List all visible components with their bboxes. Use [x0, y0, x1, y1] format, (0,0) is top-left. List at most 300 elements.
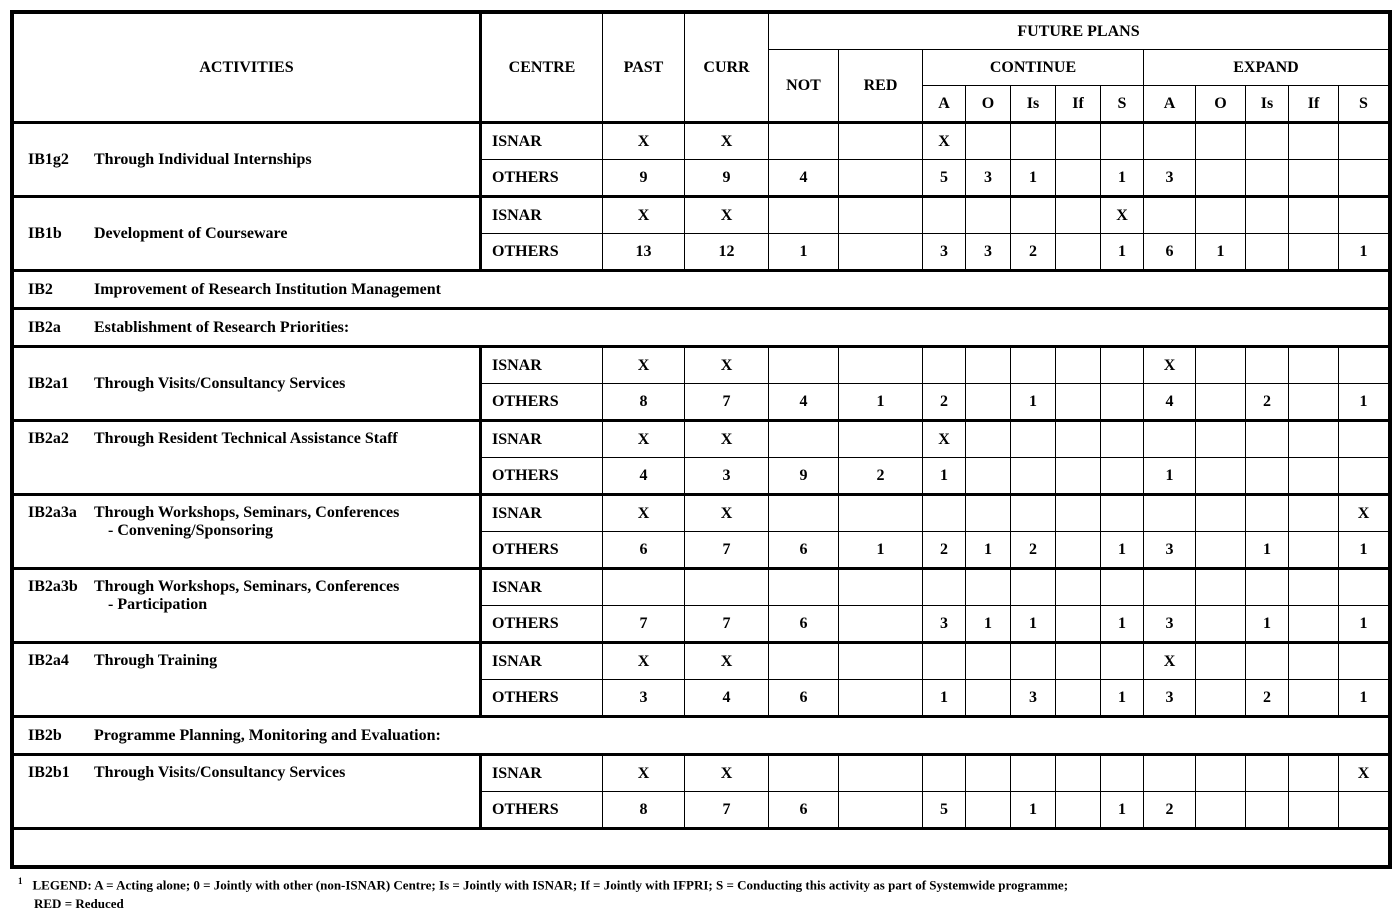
table-row — [14, 123, 1389, 160]
centre-others: OTHERS — [481, 792, 603, 829]
value-cell: X — [685, 495, 769, 532]
value-cell — [1011, 495, 1056, 532]
value-cell — [1144, 495, 1196, 532]
centre-isnar: ISNAR — [481, 643, 603, 680]
value-cell: 1 — [1011, 792, 1056, 829]
value-cell: 5 — [923, 792, 966, 829]
value-cell — [839, 680, 923, 717]
activities-table-frame — [10, 10, 1392, 869]
value-cell: 7 — [603, 606, 685, 643]
value-cell: 1 — [1011, 384, 1056, 421]
value-cell: 3 — [923, 606, 966, 643]
value-cell — [839, 347, 923, 384]
value-cell — [966, 421, 1011, 458]
value-cell — [1011, 569, 1056, 606]
value-cell — [1289, 532, 1339, 569]
value-cell: 1 — [1196, 234, 1246, 271]
table-row — [14, 197, 1389, 234]
activity-cell — [14, 495, 481, 569]
value-cell — [1011, 197, 1056, 234]
activity-cell — [14, 197, 481, 271]
centre-others: OTHERS — [481, 458, 603, 495]
value-cell — [1196, 532, 1246, 569]
centre-others: OTHERS — [481, 160, 603, 197]
value-cell: 2 — [923, 384, 966, 421]
value-cell — [839, 569, 923, 606]
value-cell: X — [923, 123, 966, 160]
value-cell — [1056, 234, 1101, 271]
centre-isnar: ISNAR — [481, 569, 603, 606]
value-cell: 1 — [1101, 160, 1144, 197]
activity-code: IB2b1 — [28, 764, 70, 781]
centre-isnar: ISNAR — [481, 123, 603, 160]
activity-title: Through Resident Technical Assistance Staff — [94, 430, 398, 447]
header-past: PAST — [603, 14, 685, 123]
centre-others: OTHERS — [481, 680, 603, 717]
value-cell — [1246, 569, 1289, 606]
value-cell — [1011, 643, 1056, 680]
activity-title: Through Workshops, Seminars, Conferences — [94, 578, 400, 595]
header-continue-a: A — [923, 86, 966, 123]
section-cell — [14, 717, 1389, 755]
value-cell: X — [685, 123, 769, 160]
value-cell: 1 — [1339, 606, 1389, 643]
value-cell — [1196, 384, 1246, 421]
value-cell: 3 — [1144, 680, 1196, 717]
centre-others: OTHERS — [481, 384, 603, 421]
value-cell — [1339, 569, 1389, 606]
value-cell — [769, 123, 839, 160]
value-cell — [1289, 384, 1339, 421]
value-cell: X — [1339, 755, 1389, 792]
value-cell — [966, 495, 1011, 532]
value-cell: 4 — [1144, 384, 1196, 421]
value-cell — [769, 569, 839, 606]
activity-subtitle: - Convening/Sponsoring — [108, 522, 273, 539]
value-cell: 2 — [1011, 234, 1056, 271]
value-cell — [1101, 569, 1144, 606]
activity-title: Through Visits/Consultancy Services — [94, 374, 346, 392]
table-header — [14, 14, 1389, 123]
value-cell: 3 — [603, 680, 685, 717]
activity-cell — [14, 569, 481, 643]
value-cell: 1 — [839, 532, 923, 569]
value-cell — [1101, 347, 1144, 384]
value-cell — [966, 755, 1011, 792]
value-cell — [839, 792, 923, 829]
value-cell — [1289, 347, 1339, 384]
value-cell — [923, 495, 966, 532]
value-cell — [1011, 421, 1056, 458]
value-cell — [1246, 234, 1289, 271]
value-cell: X — [1144, 643, 1196, 680]
value-cell: 1 — [839, 384, 923, 421]
activity-cell — [14, 421, 481, 495]
value-cell: 1 — [1011, 160, 1056, 197]
empty-cell — [14, 829, 1389, 866]
value-cell: 3 — [685, 458, 769, 495]
value-cell — [966, 197, 1011, 234]
value-cell: 6 — [769, 606, 839, 643]
section-cell — [14, 271, 1389, 309]
value-cell — [966, 384, 1011, 421]
activity-subtitle: - Participation — [108, 596, 208, 613]
value-cell — [769, 197, 839, 234]
legend — [18, 872, 1068, 913]
value-cell — [966, 643, 1011, 680]
header-centre: CENTRE — [481, 14, 603, 123]
value-cell — [1011, 123, 1056, 160]
value-cell — [1101, 495, 1144, 532]
value-cell: 12 — [685, 234, 769, 271]
value-cell — [1056, 792, 1101, 829]
value-cell — [1339, 347, 1389, 384]
section-cell — [14, 309, 1389, 347]
value-cell — [1056, 569, 1101, 606]
header-expand-s: S — [1339, 86, 1389, 123]
value-cell — [1196, 606, 1246, 643]
value-cell: 4 — [685, 680, 769, 717]
value-cell — [1196, 755, 1246, 792]
value-cell: X — [685, 347, 769, 384]
value-cell — [923, 755, 966, 792]
value-cell: 9 — [769, 458, 839, 495]
value-cell: 6 — [769, 792, 839, 829]
activity-title: Improvement of Research Institution Management — [94, 280, 441, 298]
table-row — [14, 755, 1389, 792]
value-cell — [1196, 347, 1246, 384]
header-curr: CURR — [685, 14, 769, 123]
table-row — [14, 347, 1389, 384]
value-cell — [923, 569, 966, 606]
table-row — [14, 569, 1389, 606]
section-row — [14, 309, 1389, 347]
activity-code: IB2a2 — [28, 430, 69, 447]
value-cell — [1339, 197, 1389, 234]
value-cell: X — [1144, 347, 1196, 384]
value-cell — [1289, 643, 1339, 680]
value-cell: 6 — [769, 532, 839, 569]
value-cell — [1289, 755, 1339, 792]
value-cell — [1246, 160, 1289, 197]
value-cell — [1246, 495, 1289, 532]
value-cell — [839, 421, 923, 458]
activity-code: IB2a1 — [28, 374, 69, 392]
value-cell — [1144, 569, 1196, 606]
table-row — [14, 643, 1389, 680]
value-cell — [1144, 197, 1196, 234]
centre-isnar: ISNAR — [481, 495, 603, 532]
value-cell: X — [603, 123, 685, 160]
table-body — [14, 123, 1389, 866]
value-cell — [1196, 123, 1246, 160]
value-cell: 1 — [1144, 458, 1196, 495]
value-cell — [1196, 160, 1246, 197]
header-expand-is: Is — [1246, 86, 1289, 123]
value-cell — [1056, 532, 1101, 569]
value-cell — [966, 680, 1011, 717]
activity-cell — [14, 347, 481, 421]
activity-code: IB2a3b — [28, 578, 78, 595]
value-cell: 3 — [923, 234, 966, 271]
value-cell — [839, 197, 923, 234]
table-row — [14, 421, 1389, 458]
section-row — [14, 271, 1389, 309]
value-cell — [1289, 160, 1339, 197]
value-cell: 1 — [966, 606, 1011, 643]
centre-others: OTHERS — [481, 606, 603, 643]
value-cell — [1289, 197, 1339, 234]
value-cell: 1 — [1246, 532, 1289, 569]
value-cell — [769, 495, 839, 532]
value-cell: 9 — [603, 160, 685, 197]
value-cell: X — [685, 755, 769, 792]
value-cell — [923, 347, 966, 384]
value-cell: 1 — [1246, 606, 1289, 643]
value-cell: 6 — [769, 680, 839, 717]
legend-line-1: LEGEND: A = Acting alone; 0 = Jointly with other (non-ISNAR) Centre; Is = Jointly with ISNAR; If = Jointly with IFPRI; S = Conducting this activity as part of Systemwide programme; — [32, 877, 1069, 893]
value-cell — [1246, 643, 1289, 680]
value-cell — [1056, 347, 1101, 384]
value-cell — [1196, 680, 1246, 717]
table-row — [14, 495, 1389, 532]
value-cell — [603, 569, 685, 606]
value-cell — [966, 569, 1011, 606]
value-cell — [1056, 495, 1101, 532]
value-cell: 2 — [1246, 384, 1289, 421]
value-cell: 1 — [1011, 606, 1056, 643]
header-continue-s: S — [1101, 86, 1144, 123]
footnote-mark: 1 — [18, 876, 23, 886]
value-cell — [1196, 197, 1246, 234]
value-cell — [1246, 123, 1289, 160]
value-cell: 1 — [923, 458, 966, 495]
centre-isnar: ISNAR — [481, 197, 603, 234]
value-cell — [1289, 495, 1339, 532]
value-cell — [1196, 792, 1246, 829]
value-cell — [1246, 458, 1289, 495]
value-cell: X — [603, 347, 685, 384]
value-cell — [1289, 458, 1339, 495]
value-cell — [769, 347, 839, 384]
value-cell: X — [1101, 197, 1144, 234]
header-red: RED — [839, 50, 923, 123]
value-cell: X — [923, 421, 966, 458]
value-cell — [1056, 197, 1101, 234]
activity-title: Through Visits/Consultancy Services — [94, 764, 346, 781]
value-cell: 9 — [685, 160, 769, 197]
value-cell — [769, 643, 839, 680]
value-cell — [1144, 421, 1196, 458]
value-cell — [1339, 160, 1389, 197]
activity-code: IB2a — [28, 318, 61, 336]
value-cell — [839, 643, 923, 680]
value-cell: X — [1339, 495, 1389, 532]
value-cell: X — [603, 197, 685, 234]
value-cell — [1056, 421, 1101, 458]
value-cell — [1144, 123, 1196, 160]
value-cell — [839, 495, 923, 532]
value-cell — [839, 160, 923, 197]
value-cell — [1339, 792, 1389, 829]
value-cell — [1246, 197, 1289, 234]
value-cell — [966, 123, 1011, 160]
value-cell — [923, 197, 966, 234]
value-cell — [1056, 606, 1101, 643]
value-cell — [1101, 384, 1144, 421]
value-cell — [839, 606, 923, 643]
value-cell: 1 — [1339, 234, 1389, 271]
activity-code: IB1b — [28, 224, 62, 242]
value-cell: 7 — [685, 792, 769, 829]
value-cell: 1 — [1339, 532, 1389, 569]
value-cell — [1011, 755, 1056, 792]
header-continue: CONTINUE — [923, 50, 1144, 86]
value-cell — [1339, 123, 1389, 160]
value-cell — [839, 234, 923, 271]
empty-row — [14, 829, 1389, 866]
value-cell: 7 — [685, 384, 769, 421]
value-cell: 8 — [603, 384, 685, 421]
value-cell — [1056, 384, 1101, 421]
value-cell — [1101, 421, 1144, 458]
header-expand-if: If — [1289, 86, 1339, 123]
value-cell — [839, 123, 923, 160]
value-cell — [769, 755, 839, 792]
value-cell: 2 — [923, 532, 966, 569]
activities-table — [13, 13, 1389, 866]
value-cell — [1196, 643, 1246, 680]
header-continue-if: If — [1056, 86, 1101, 123]
value-cell: 3 — [966, 234, 1011, 271]
header-activities: ACTIVITIES — [14, 14, 481, 123]
value-cell — [1196, 569, 1246, 606]
value-cell: 1 — [1101, 532, 1144, 569]
value-cell: 6 — [1144, 234, 1196, 271]
value-cell — [839, 755, 923, 792]
value-cell — [1339, 458, 1389, 495]
value-cell: 4 — [769, 384, 839, 421]
value-cell — [1289, 123, 1339, 160]
value-cell: 1 — [1339, 384, 1389, 421]
centre-others: OTHERS — [481, 532, 603, 569]
section-row — [14, 717, 1389, 755]
value-cell — [1196, 421, 1246, 458]
value-cell — [1056, 458, 1101, 495]
value-cell: 2 — [1011, 532, 1056, 569]
value-cell: 5 — [923, 160, 966, 197]
value-cell — [1196, 495, 1246, 532]
value-cell — [1101, 643, 1144, 680]
value-cell: 2 — [1246, 680, 1289, 717]
value-cell — [1056, 680, 1101, 717]
centre-isnar: ISNAR — [481, 347, 603, 384]
value-cell: X — [603, 755, 685, 792]
activity-code: IB2a3a — [28, 504, 77, 521]
value-cell: X — [685, 421, 769, 458]
activity-title: Through Individual Internships — [94, 150, 312, 168]
activity-cell — [14, 123, 481, 197]
value-cell — [1289, 421, 1339, 458]
activity-code: IB2a4 — [28, 652, 69, 669]
value-cell: X — [603, 421, 685, 458]
value-cell: 7 — [685, 606, 769, 643]
header-future-plans: FUTURE PLANS — [769, 14, 1389, 50]
value-cell: X — [685, 643, 769, 680]
value-cell: 3 — [966, 160, 1011, 197]
value-cell: 1 — [1101, 234, 1144, 271]
activity-title: Through Training — [94, 652, 218, 669]
value-cell: 8 — [603, 792, 685, 829]
activity-code: IB2b — [28, 726, 62, 744]
activity-title: Development of Courseware — [94, 224, 288, 242]
value-cell: X — [603, 643, 685, 680]
value-cell — [1056, 755, 1101, 792]
value-cell: 4 — [603, 458, 685, 495]
value-cell — [685, 569, 769, 606]
value-cell: 6 — [603, 532, 685, 569]
value-cell — [1011, 347, 1056, 384]
value-cell — [1101, 123, 1144, 160]
value-cell — [1289, 680, 1339, 717]
value-cell: 1 — [1101, 792, 1144, 829]
value-cell: 13 — [603, 234, 685, 271]
value-cell: 1 — [769, 234, 839, 271]
value-cell: 1 — [923, 680, 966, 717]
value-cell: 3 — [1144, 160, 1196, 197]
header-expand-a: A — [1144, 86, 1196, 123]
value-cell — [1246, 421, 1289, 458]
value-cell — [966, 347, 1011, 384]
value-cell — [1056, 643, 1101, 680]
activity-cell — [14, 755, 481, 829]
value-cell — [1246, 792, 1289, 829]
value-cell — [1196, 458, 1246, 495]
value-cell — [1339, 643, 1389, 680]
value-cell — [1056, 160, 1101, 197]
value-cell: 2 — [1144, 792, 1196, 829]
value-cell — [1246, 755, 1289, 792]
value-cell — [1289, 234, 1339, 271]
value-cell: 4 — [769, 160, 839, 197]
value-cell: 2 — [839, 458, 923, 495]
activity-title: Programme Planning, Monitoring and Evaluation: — [94, 726, 441, 744]
header-continue-is: Is — [1011, 86, 1056, 123]
header-expand-o: O — [1196, 86, 1246, 123]
value-cell: X — [603, 495, 685, 532]
legend-line-2: RED = Reduced — [34, 896, 124, 912]
value-cell: 3 — [1144, 532, 1196, 569]
value-cell — [923, 643, 966, 680]
activity-title: Establishment of Research Priorities: — [94, 318, 350, 336]
centre-isnar: ISNAR — [481, 755, 603, 792]
value-cell — [1101, 755, 1144, 792]
value-cell — [1289, 569, 1339, 606]
value-cell: X — [685, 197, 769, 234]
centre-others: OTHERS — [481, 234, 603, 271]
value-cell — [1144, 755, 1196, 792]
header-continue-o: O — [966, 86, 1011, 123]
activity-code: IB2 — [28, 280, 53, 298]
value-cell — [1056, 123, 1101, 160]
value-cell: 1 — [1101, 680, 1144, 717]
value-cell — [966, 792, 1011, 829]
activity-title: Through Workshops, Seminars, Conferences — [94, 504, 400, 521]
value-cell — [769, 421, 839, 458]
value-cell — [1339, 421, 1389, 458]
value-cell — [966, 458, 1011, 495]
value-cell — [1246, 347, 1289, 384]
